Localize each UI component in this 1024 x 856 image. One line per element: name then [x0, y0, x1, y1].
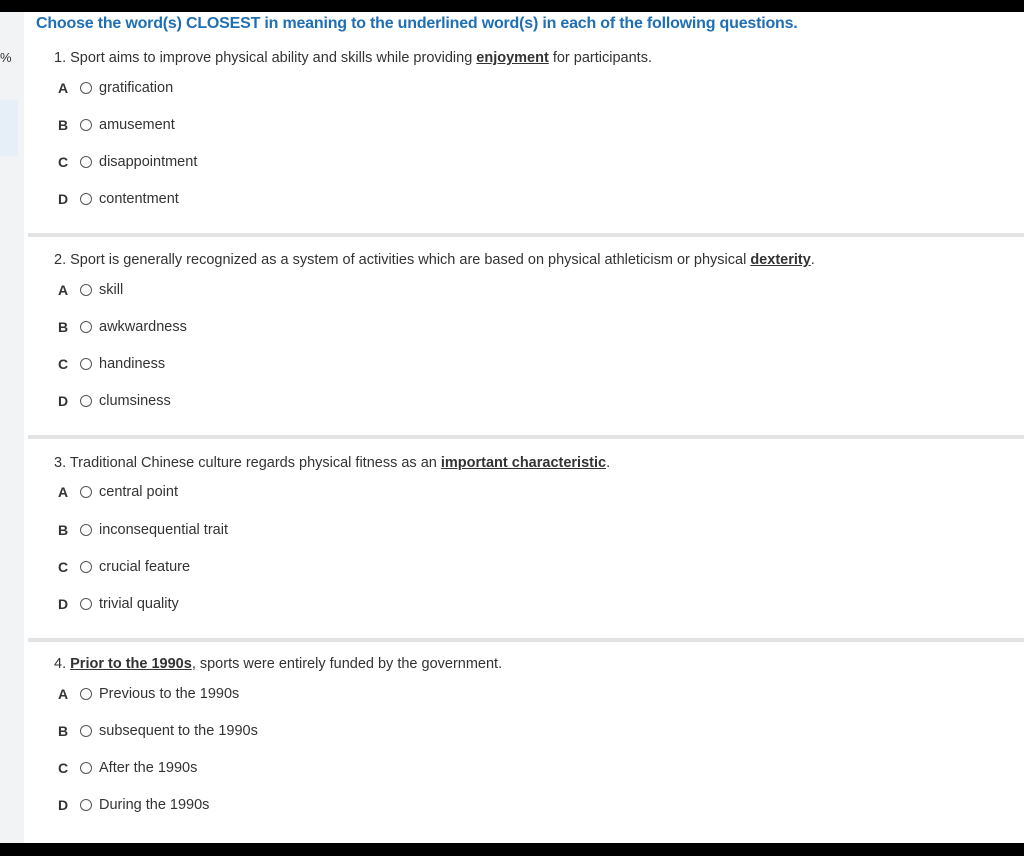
option-letter: D [58, 393, 69, 409]
option-letter: A [58, 80, 69, 96]
option-label: clumsiness [99, 393, 171, 409]
radio-button[interactable] [80, 284, 92, 296]
radio-button[interactable] [80, 82, 92, 94]
top-bar [0, 0, 1024, 12]
option-b[interactable] [58, 114, 175, 136]
option-letter: C [58, 760, 69, 776]
option-letter: B [58, 319, 69, 335]
option-a[interactable] [58, 279, 123, 301]
option-a[interactable] [58, 683, 239, 705]
quiz-content [28, 12, 1024, 843]
underlined-word: Prior to the 1990s [70, 656, 192, 672]
option-d[interactable] [58, 188, 179, 210]
question-number: 1. [54, 50, 67, 66]
question-text-before: Sport aims to improve physical ability and skills while providing [66, 50, 477, 66]
radio-button[interactable] [80, 358, 92, 370]
question-text-before: Sport is generally recognized as a system of activities which are based on physical athleticism or physical [66, 252, 751, 268]
option-letter: C [58, 154, 69, 170]
option-label: subsequent to the 1990s [99, 723, 258, 739]
question-text-after: . [606, 455, 611, 471]
radio-button[interactable] [80, 524, 92, 536]
option-label: crucial feature [99, 559, 191, 575]
sidebar-highlight [0, 100, 18, 156]
question-text [54, 455, 610, 471]
question-text [54, 656, 502, 672]
option-d[interactable] [58, 390, 171, 412]
option-letter: B [58, 117, 69, 133]
instructions-heading: Choose the word(s) CLOSEST in meaning to the underlined word(s) in each of the following questions. [36, 15, 798, 32]
option-letter: A [58, 484, 69, 500]
option-label: contentment [99, 191, 179, 207]
question-text-after: , sports were entirely funded by the government. [191, 656, 503, 672]
option-label: skill [99, 282, 124, 298]
option-c[interactable] [58, 151, 197, 173]
option-letter: D [58, 797, 69, 813]
radio-button[interactable] [80, 799, 92, 811]
option-b[interactable] [58, 720, 258, 742]
option-label: inconsequential trait [99, 522, 228, 538]
option-label: During the 1990s [99, 797, 210, 813]
radio-button[interactable] [80, 119, 92, 131]
question-text-after: for participants. [548, 50, 652, 66]
radio-button[interactable] [80, 395, 92, 407]
option-b[interactable] [58, 519, 228, 541]
option-letter: D [58, 191, 69, 207]
option-letter: A [58, 686, 69, 702]
option-letter: D [58, 596, 69, 612]
radio-button[interactable] [80, 486, 92, 498]
option-letter: B [58, 723, 69, 739]
underlined-word: enjoyment [476, 50, 549, 66]
option-letter: C [58, 356, 69, 372]
option-c[interactable] [58, 556, 190, 578]
percent-label: % [0, 50, 12, 65]
option-d[interactable] [58, 794, 209, 816]
radio-button[interactable] [80, 193, 92, 205]
question-text [54, 50, 652, 66]
question-divider [28, 233, 1024, 237]
option-c[interactable] [58, 757, 197, 779]
option-label: trivial quality [99, 596, 179, 612]
question-divider [28, 435, 1024, 439]
radio-button[interactable] [80, 321, 92, 333]
radio-button[interactable] [80, 762, 92, 774]
option-a[interactable] [58, 481, 178, 503]
radio-button[interactable] [80, 561, 92, 573]
radio-button[interactable] [80, 598, 92, 610]
underlined-word: important characteristic [440, 455, 607, 471]
left-sidebar [0, 12, 24, 843]
option-letter: B [58, 522, 69, 538]
option-label: amusement [99, 117, 175, 133]
question-text-before: Traditional Chinese culture regards physical fitness as an [66, 455, 441, 471]
option-letter: A [58, 282, 69, 298]
option-label: gratification [99, 80, 174, 96]
radio-button[interactable] [80, 725, 92, 737]
question-divider [28, 638, 1024, 642]
option-a[interactable] [58, 77, 173, 99]
question-text [54, 252, 815, 268]
question-text-after: . [810, 252, 815, 268]
option-label: central point [99, 484, 178, 500]
question-number: 2. [54, 252, 67, 268]
option-label: awkwardness [99, 319, 187, 335]
question-number: 4. [54, 656, 67, 672]
radio-button[interactable] [80, 688, 92, 700]
bottom-bar [0, 843, 1024, 856]
option-label: Previous to the 1990s [99, 686, 240, 702]
option-c[interactable] [58, 353, 165, 375]
option-letter: C [58, 559, 69, 575]
option-d[interactable] [58, 593, 179, 615]
question-number: 3. [54, 455, 67, 471]
option-label: handiness [99, 356, 166, 372]
underlined-word: dexterity [750, 252, 811, 268]
option-label: After the 1990s [99, 760, 198, 776]
option-b[interactable] [58, 316, 187, 338]
option-label: disappointment [99, 154, 198, 170]
radio-button[interactable] [80, 156, 92, 168]
